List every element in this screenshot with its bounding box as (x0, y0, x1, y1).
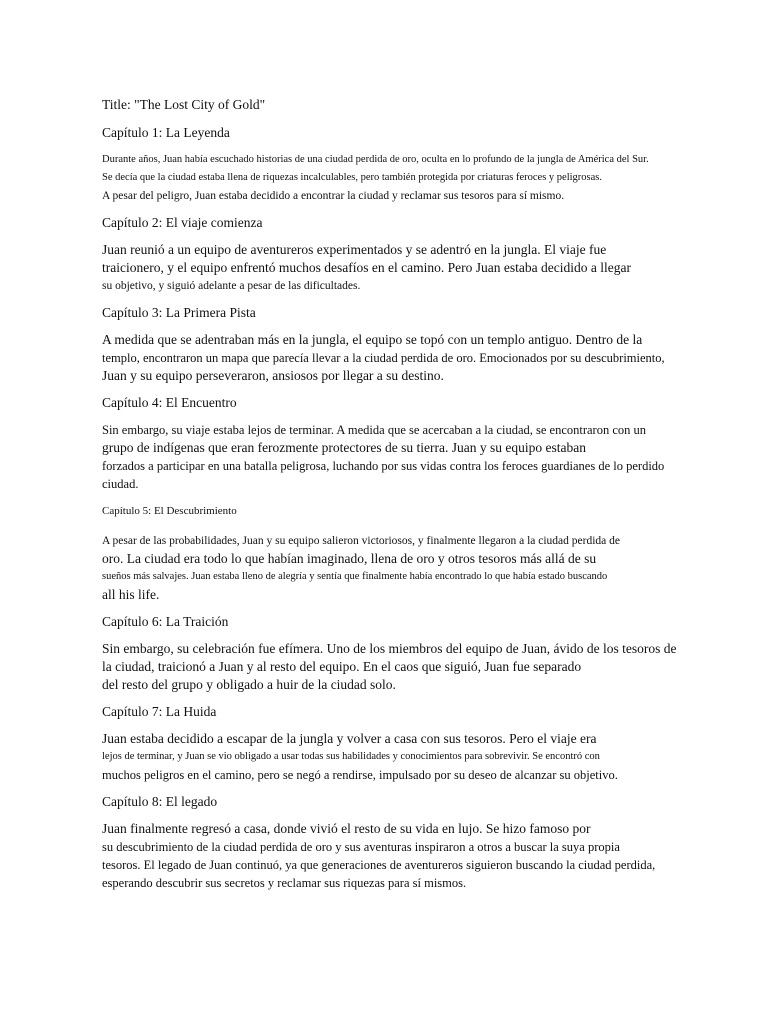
chapter-body-5 (102, 532, 702, 604)
body-line: del resto del grupo y obligado a huir de la ciudad solo. (102, 677, 396, 692)
body-line: Juan reunió a un equipo de aventureros experimentados y se adentró en la jungla. El viaje fue (102, 242, 607, 257)
document-title: Title: "The Lost City of Gold" (102, 97, 266, 112)
body-line: all his life. (102, 587, 160, 602)
body-line: grupo de indígenas que eran ferozmente protectores de su tierra. Juan y su equipo estaban (102, 440, 586, 455)
body-line: A pesar del peligro, Juan estaba decidido a encontrar la ciudad y reclamar sus tesoros para sí mismo. (102, 190, 565, 202)
chapter-body-8 (102, 820, 702, 892)
body-line: lejos de terminar, y Juan se vio obligado a usar todas sus habilidades y conocimientos para sobrevivir. Se encontró con (102, 751, 600, 762)
chapter-heading-4: Capítulo 4: El Encuentro (102, 395, 237, 410)
body-line: Sin embargo, su viaje estaba lejos de terminar. A medida que se acercaban a la ciudad, se encontraron con un (102, 423, 647, 437)
body-line: su objetivo, y siguió adelante a pesar de las dificultades. (102, 280, 361, 292)
body-line: Sin embargo, su celebración fue efímera. Uno de los miembros del equipo de Juan, ávido de los tesoros de (102, 641, 677, 656)
body-line: ciudad. (102, 477, 139, 491)
body-line: la ciudad, traicionó a Juan y al resto del equipo. En el caos que siguió, Juan fue separado (102, 659, 582, 674)
chapter-body-7 (102, 730, 702, 784)
body-line: Juan estaba decidido a escapar de la jungla y volver a casa con sus tesoros. Pero el viaje era (102, 731, 597, 746)
document-page (102, 96, 702, 901)
body-line: A pesar de las probabilidades, Juan y su equipo salieron victoriosos, y finalmente llegaron a la ciudad perdida de (102, 535, 620, 547)
body-line: A medida que se adentraban más en la jungla, el equipo se topó con un templo antiguo. Dentro de la (102, 332, 643, 347)
chapter-heading-7: Capítulo 7: La Huida (102, 704, 217, 719)
chapter-heading-1: Capítulo 1: La Leyenda (102, 125, 230, 140)
body-line: traicionero, y el equipo enfrentó muchos desafíos en el camino. Pero Juan estaba decidido a llegar (102, 260, 631, 275)
body-line: tesoros. El legado de Juan continuó, ya que generaciones de aventureros siguieron buscando la ciudad perdida, (102, 858, 656, 872)
chapter-body-4 (102, 421, 702, 493)
body-line: templo, encontraron un mapa que parecía llevar a la ciudad perdida de oro. Emocionados por su descubrimiento, (102, 351, 665, 365)
body-line: sueños más salvajes. Juan estaba lleno de alegría y sentía que finalmente había encontrado lo que había estado buscando (102, 571, 608, 582)
chapter-body-1 (102, 151, 702, 205)
chapter-heading-6: Capítulo 6: La Traición (102, 614, 229, 629)
chapter-heading-2: Capítulo 2: El viaje comienza (102, 215, 263, 230)
body-line: muchos peligros en el camino, pero se negó a rendirse, impulsado por su deseo de alcanzar su objetivo. (102, 768, 618, 782)
body-line: Juan y su equipo perseveraron, ansiosos por llegar a su destino. (102, 368, 444, 383)
body-line: Durante años, Juan había escuchado historias de una ciudad perdida de oro, oculta en lo profundo de la jungla de América del Sur. (102, 154, 649, 165)
chapter-body-6 (102, 640, 702, 694)
chapter-body-2 (102, 241, 702, 295)
body-line: Se decía que la ciudad estaba llena de riquezas incalculables, pero también protegida por criaturas feroces y peligrosas. (102, 172, 602, 183)
body-line: oro. La ciudad era todo lo que habían imaginado, llena de oro y otros tesoros más allá de su (102, 551, 597, 566)
body-line: su descubrimiento de la ciudad perdida de oro y sus aventuras inspiraron a otros a buscar la suya propia (102, 840, 620, 854)
chapter-body-3 (102, 331, 702, 385)
chapter-heading-3: Capítulo 3: La Primera Pista (102, 305, 256, 320)
body-line: Juan finalmente regresó a casa, donde vivió el resto de su vida en lujo. Se hizo famoso por (102, 821, 591, 836)
chapter-heading-8: Capítulo 8: El legado (102, 794, 218, 809)
body-line: esperando descubrir sus secretos y reclamar sus riquezas para sí mismos. (102, 876, 467, 890)
chapter-heading-5: Capítulo 5: El Descubrimiento (102, 505, 237, 517)
body-line: forzados a participar en una batalla peligrosa, luchando por sus vidas contra los feroces guardianes de lo perdido (102, 459, 665, 473)
